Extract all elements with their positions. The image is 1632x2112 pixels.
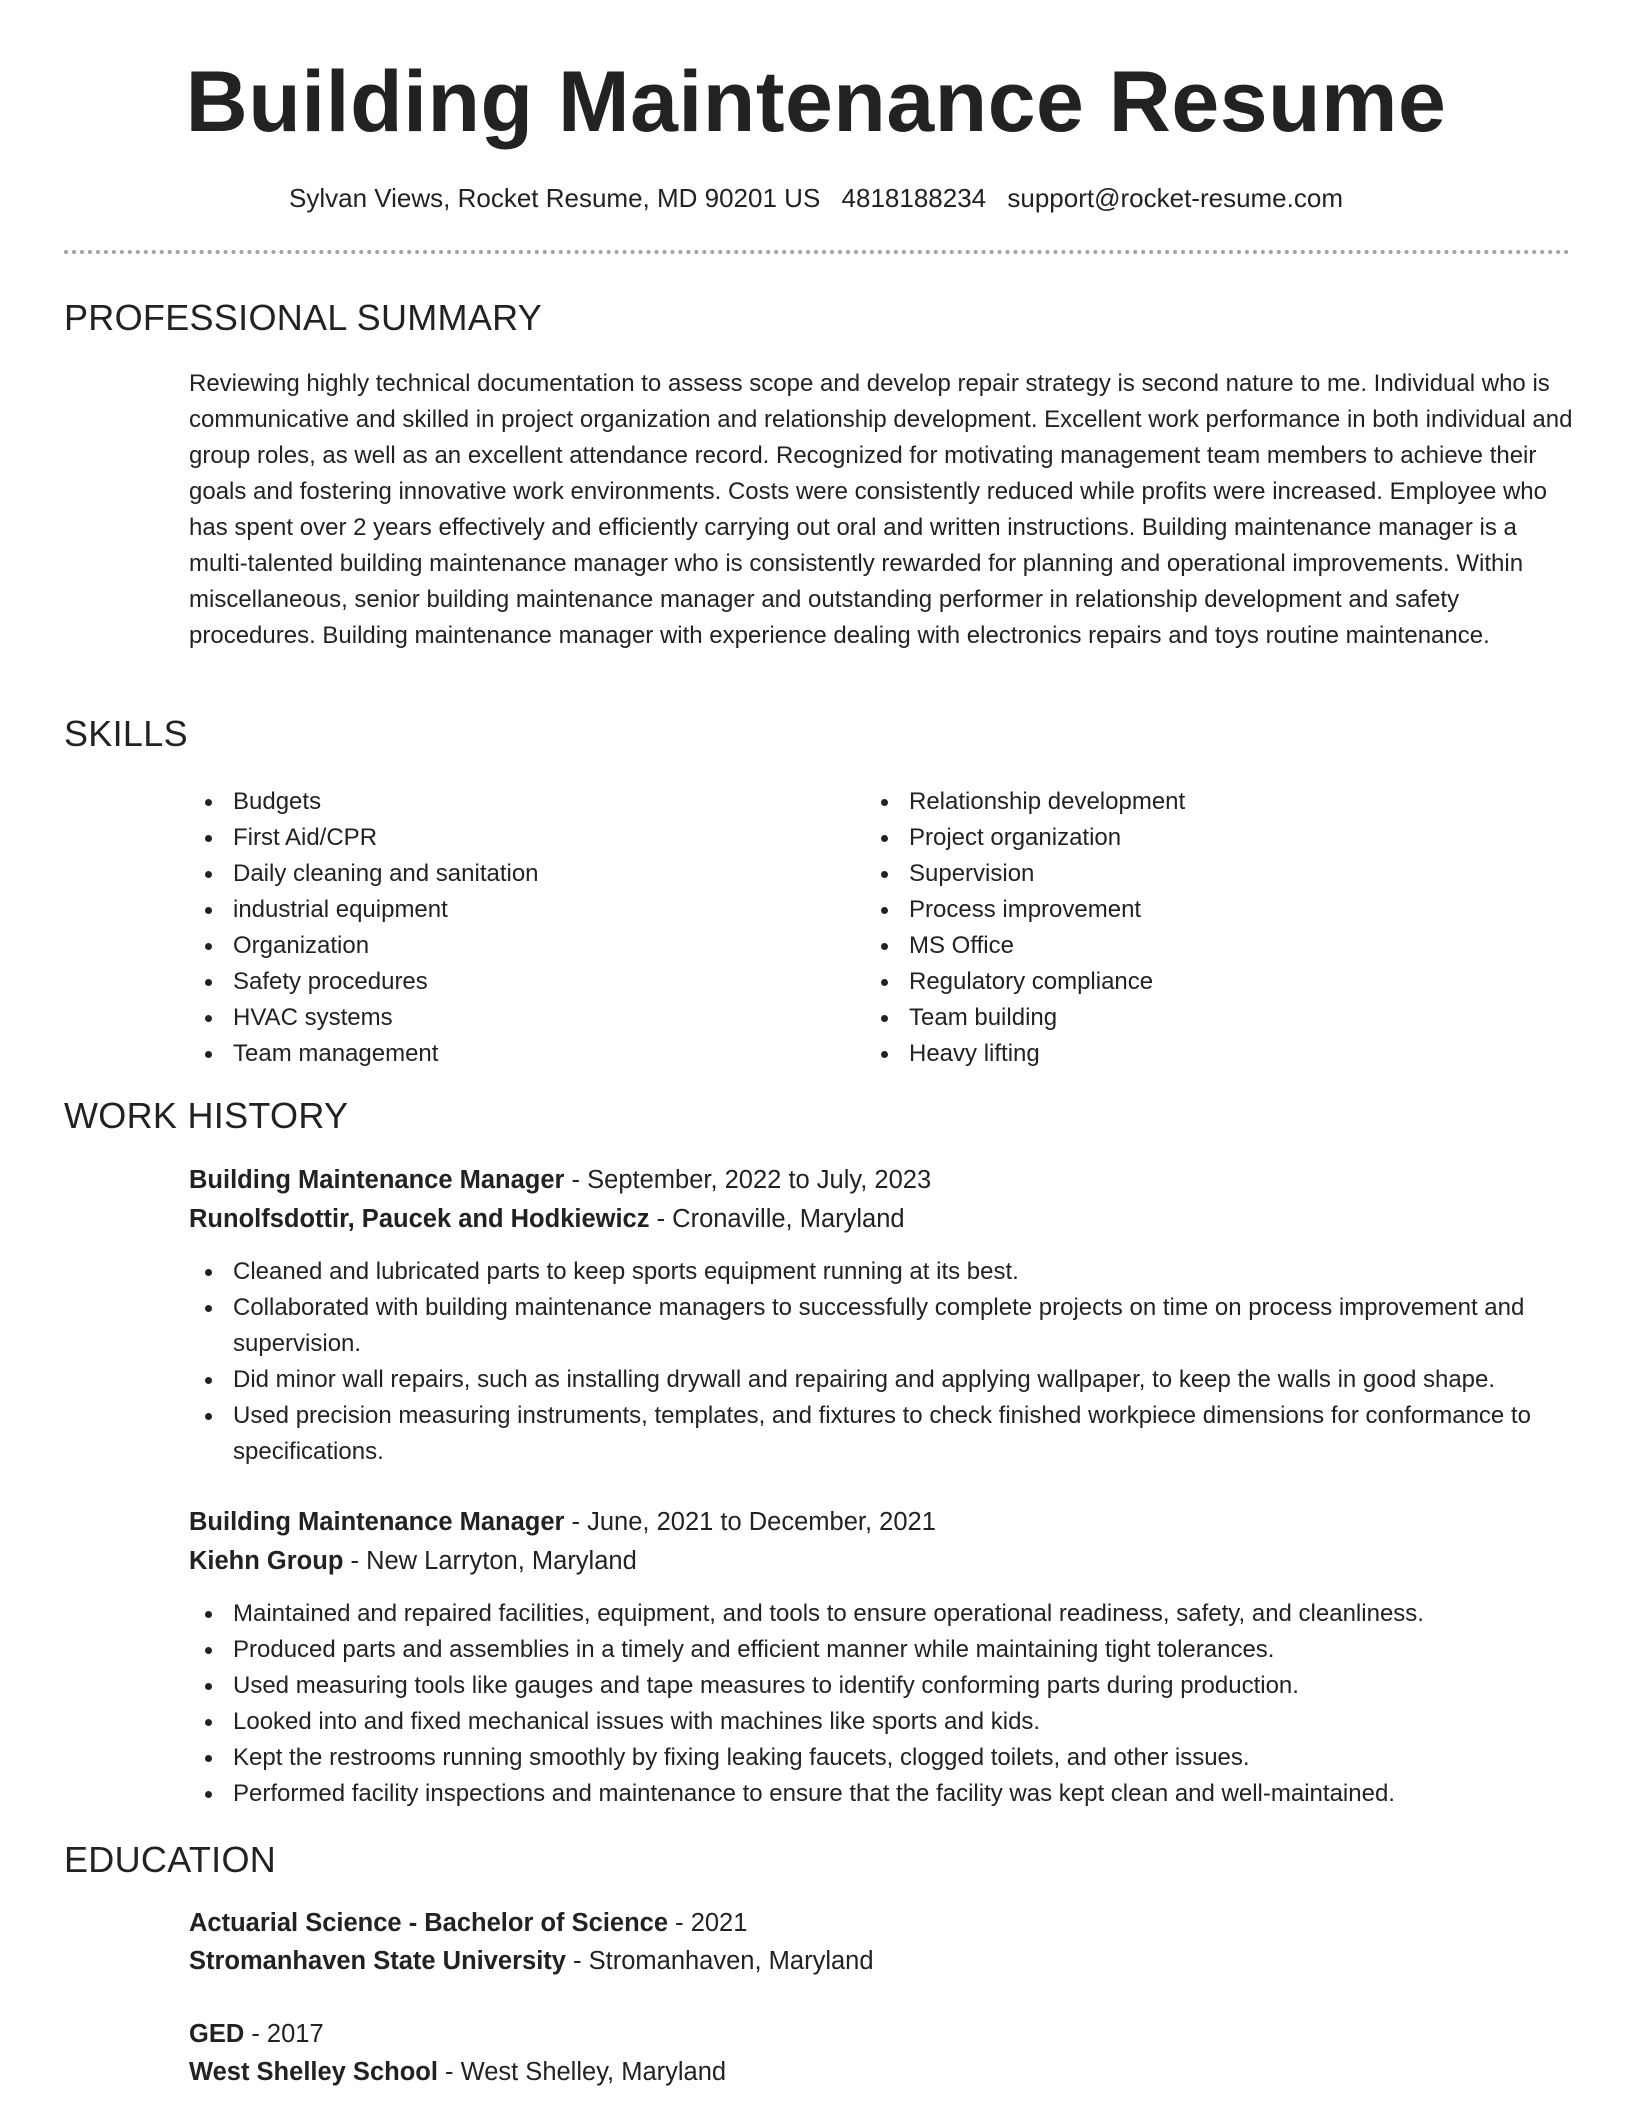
job-title: Building Maintenance Manager xyxy=(189,1166,565,1194)
education-school-line xyxy=(189,2052,726,2092)
job-bullet: Cleaned and lubricated parts to keep sports equipment running at its best. xyxy=(189,1254,1584,1290)
skill-item: Safety procedures xyxy=(189,964,829,1000)
education-year: - 2021 xyxy=(668,1909,748,1937)
skill-item: HVAC systems xyxy=(189,1000,829,1036)
education-school-line xyxy=(189,1941,874,1981)
job-bullet: Collaborated with building maintenance managers to successfully complete projects on time on process improvement and supervision. xyxy=(189,1290,1584,1362)
job-bullets xyxy=(189,1254,1584,1470)
work-history-heading: WORK HISTORY xyxy=(64,1095,349,1136)
skill-item: Team management xyxy=(189,1036,829,1072)
skills-heading: SKILLS xyxy=(64,713,188,754)
job-bullet: Looked into and fixed mechanical issues with machines like sports and kids. xyxy=(189,1704,1584,1740)
contact-phone: 4818188234 xyxy=(841,183,987,213)
header-divider xyxy=(64,250,1570,254)
job-bullets xyxy=(189,1596,1584,1812)
job-bullet: Maintained and repaired facilities, equipment, and tools to ensure operational readiness, safety, and cleanliness. xyxy=(189,1596,1584,1632)
job-dates: - June, 2021 to December, 2021 xyxy=(564,1508,936,1536)
skills-list-right xyxy=(865,784,1505,1072)
job-bullet: Used precision measuring instruments, templates, and fixtures to check finished workpiece dimensions for conformance to specifications. xyxy=(189,1398,1584,1470)
job-dates: - September, 2022 to July, 2023 xyxy=(564,1166,932,1194)
education-degree-line xyxy=(189,2014,324,2054)
education-heading: EDUCATION xyxy=(64,1839,277,1880)
job-title-line xyxy=(189,1502,936,1542)
job-bullet: Kept the restrooms running smoothly by fixing leaking faucets, clogged toilets, and other issues. xyxy=(189,1740,1584,1776)
resume-title: Building Maintenance Resume xyxy=(185,54,1447,150)
job-company: Kiehn Group xyxy=(189,1547,344,1575)
skill-item: Process improvement xyxy=(865,892,1505,928)
skill-item: Team building xyxy=(865,1000,1505,1036)
job-company-line xyxy=(189,1541,637,1581)
education-school: Stromanhaven State University xyxy=(189,1947,566,1975)
summary-text: Reviewing highly technical documentation to assess scope and develop repair strategy is second nature to me. Individual who is communicative and skilled in project organization and relationship development. Excellent work performance in both individual and group roles, as well as an excellent attendance record. Recognized for motivating management team members to achieve their goals and fostering innovative work environments. Costs were consistently reduced while profits were increased. Employee who has spent over 2 years effectively and efficiently carrying out oral and written instructions. Building maintenance manager is a multi-talented building maintenance manager who is consistently rewarded for planning and operational improvements. Within miscellaneous, senior building maintenance manager and outstanding performer in relationship development and safety procedures. Building maintenance manager with experience dealing with electronics repairs and toys routine maintenance. xyxy=(189,370,1573,649)
education-location: - West Shelley, Maryland xyxy=(437,2058,727,2086)
contact-address: Sylvan Views, Rocket Resume, MD 90201 US xyxy=(288,183,821,213)
skill-item: Budgets xyxy=(189,784,829,820)
skill-item: Heavy lifting xyxy=(865,1036,1505,1072)
skill-item: Project organization xyxy=(865,820,1505,856)
job-bullet: Performed facility inspections and maintenance to ensure that the facility was kept clean and well-maintained. xyxy=(189,1776,1584,1812)
education-school: West Shelley School xyxy=(189,2058,438,2086)
job-bullet: Used measuring tools like gauges and tape measures to identify conforming parts during production. xyxy=(189,1668,1584,1704)
skill-item: Relationship development xyxy=(865,784,1505,820)
skill-item: Supervision xyxy=(865,856,1505,892)
education-degree: Actuarial Science - Bachelor of Science xyxy=(189,1909,669,1937)
skill-item: MS Office xyxy=(865,928,1505,964)
education-degree: GED xyxy=(189,2020,245,2048)
skill-item: Regulatory compliance xyxy=(865,964,1505,1000)
job-bullet: Produced parts and assemblies in a timely and efficient manner while maintaining tight tolerances. xyxy=(189,1632,1584,1668)
job-bullet: Did minor wall repairs, such as installing drywall and repairing and applying wallpaper, to keep the walls in good shape. xyxy=(189,1362,1584,1398)
job-company: Runolfsdottir, Paucek and Hodkiewicz xyxy=(189,1205,650,1233)
job-location: - New Larryton, Maryland xyxy=(343,1547,637,1575)
summary-heading: PROFESSIONAL SUMMARY xyxy=(64,297,543,338)
job-company-line xyxy=(189,1199,905,1239)
skill-item: First Aid/CPR xyxy=(189,820,829,856)
job-location: - Cronaville, Maryland xyxy=(649,1205,905,1233)
skill-item: industrial equipment xyxy=(189,892,829,928)
education-location: - Stromanhaven, Maryland xyxy=(565,1947,874,1975)
education-year: - 2017 xyxy=(244,2020,324,2048)
contact-line xyxy=(0,180,1632,216)
education-degree-line xyxy=(189,1903,747,1943)
contact-email: support@rocket-resume.com xyxy=(1007,183,1343,213)
skill-item: Daily cleaning and sanitation xyxy=(189,856,829,892)
job-title-line xyxy=(189,1160,931,1200)
job-title: Building Maintenance Manager xyxy=(189,1508,565,1536)
skills-list-left xyxy=(189,784,829,1072)
skill-item: Organization xyxy=(189,928,829,964)
